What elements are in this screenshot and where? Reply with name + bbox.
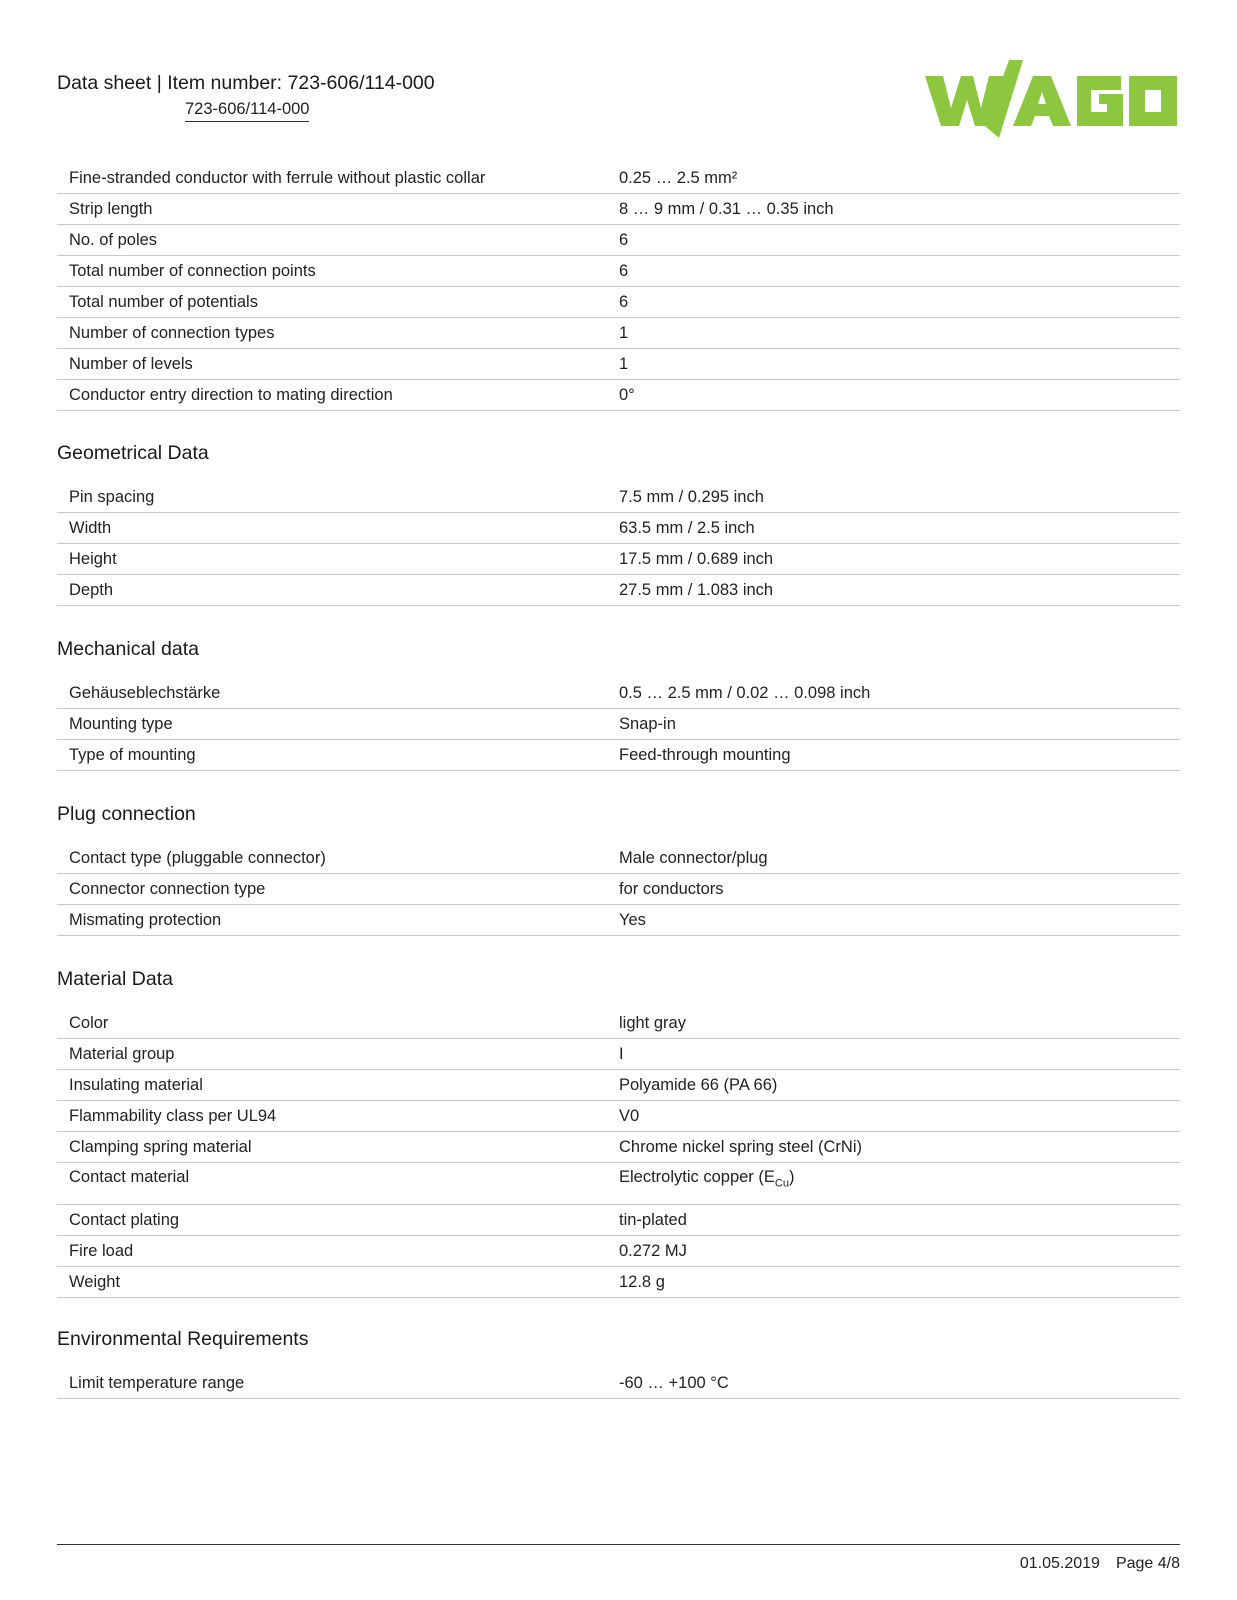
table-row — [57, 256, 1180, 287]
table-row — [57, 349, 1180, 380]
row-value: 1 — [619, 323, 629, 342]
table-row — [57, 709, 1180, 740]
table-row — [57, 482, 1180, 513]
row-value: tin-plated — [619, 1210, 687, 1229]
row-value: 7.5 mm / 0.295 inch — [619, 487, 764, 506]
row-value: 6 — [619, 292, 629, 311]
row-value: Feed-through mounting — [619, 745, 791, 764]
value-end: ) — [788, 1168, 795, 1186]
row-label: Strip length — [69, 199, 153, 218]
row-label: Total number of connection points — [69, 261, 316, 280]
table-row — [57, 225, 1180, 256]
footer-divider — [57, 1544, 1180, 1545]
row-label: Number of levels — [69, 354, 193, 373]
row-label: Pin spacing — [69, 487, 155, 506]
section-title-plug: Plug connection — [57, 803, 196, 825]
table-row — [57, 1236, 1180, 1267]
row-label: Contact plating — [69, 1210, 180, 1229]
row-value: V0 — [619, 1106, 640, 1125]
row-value: Polyamide 66 (PA 66) — [619, 1075, 778, 1094]
row-value: 27.5 mm / 1.083 inch — [619, 580, 774, 599]
row-value: Chrome nickel spring steel (CrNi) — [619, 1137, 862, 1156]
value-subscript: Cu — [774, 1177, 789, 1190]
section-title-geometrical: Geometrical Data — [57, 442, 209, 464]
row-value: Snap-in — [619, 714, 676, 733]
footer-date: 01.05.2019 — [1019, 1555, 1100, 1572]
value-main: Electrolytic copper (E — [619, 1168, 775, 1186]
item-number-link[interactable]: 723-606/114-000 — [185, 100, 309, 122]
table-row — [57, 380, 1180, 411]
section-title-material: Material Data — [57, 968, 173, 990]
mechanical-table — [57, 678, 1180, 771]
intro-table — [57, 163, 1180, 411]
row-value: 6 — [619, 230, 629, 249]
row-label: Total number of potentials — [69, 292, 258, 311]
table-row — [57, 1368, 1180, 1399]
row-value: -60 … +100 °C — [619, 1373, 729, 1392]
table-row — [57, 513, 1180, 544]
table-row — [57, 843, 1180, 874]
table-row — [57, 874, 1180, 905]
page-title: Data sheet | Item number: 723-606/114-000 — [57, 72, 435, 94]
row-label: Type of mounting — [69, 745, 196, 764]
row-label: Material group — [69, 1044, 175, 1063]
table-row — [57, 318, 1180, 349]
row-value: 63.5 mm / 2.5 inch — [619, 518, 755, 537]
section-title-mechanical: Mechanical data — [57, 638, 200, 660]
row-label: Depth — [69, 580, 114, 599]
row-label: Mounting type — [69, 714, 173, 733]
row-label: Fine-stranded conductor with ferrule without plastic collar — [69, 168, 486, 187]
table-row — [57, 1070, 1180, 1101]
footer-page: Page 4/8 — [1115, 1555, 1180, 1572]
row-value: Yes — [619, 910, 646, 929]
row-value: for conductors — [619, 879, 724, 898]
row-value: 8 … 9 mm / 0.31 … 0.35 inch — [619, 199, 834, 218]
row-label: Color — [69, 1013, 109, 1032]
row-label: Connector connection type — [69, 879, 266, 898]
plug-table — [57, 843, 1180, 936]
row-value: 12.8 g — [619, 1272, 665, 1291]
table-row — [57, 740, 1180, 771]
table-row — [57, 1205, 1180, 1236]
row-value — [619, 1168, 1180, 1189]
row-label: Conductor entry direction to mating direction — [69, 385, 393, 404]
material-table — [57, 1008, 1180, 1298]
row-value: 0° — [619, 385, 635, 404]
row-label: Weight — [69, 1272, 121, 1291]
table-row — [57, 678, 1180, 709]
row-label: Limit temperature range — [69, 1373, 245, 1392]
table-row — [57, 163, 1180, 194]
row-value: 0.25 … 2.5 mm² — [619, 168, 738, 187]
row-value: 6 — [619, 261, 629, 280]
row-value: 17.5 mm / 0.689 inch — [619, 549, 774, 568]
row-value: I — [619, 1044, 624, 1063]
row-label: Height — [69, 549, 117, 568]
table-row — [57, 1267, 1180, 1298]
row-value: 0.5 … 2.5 mm / 0.02 … 0.098 inch — [619, 683, 871, 702]
table-row — [57, 575, 1180, 606]
table-row — [57, 194, 1180, 225]
table-row — [57, 544, 1180, 575]
table-row — [57, 1163, 1180, 1205]
geometrical-table — [57, 482, 1180, 606]
wago-logo — [925, 56, 1180, 144]
row-label: Contact type (pluggable connector) — [69, 848, 326, 867]
row-label: Mismating protection — [69, 910, 222, 929]
table-row — [57, 905, 1180, 936]
row-label: No. of poles — [69, 230, 158, 249]
table-row — [57, 1132, 1180, 1163]
environmental-table — [57, 1368, 1180, 1399]
row-value: light gray — [619, 1013, 686, 1032]
row-label: Number of connection types — [69, 323, 275, 342]
row-label: Width — [69, 518, 112, 537]
row-label: Fire load — [69, 1241, 134, 1260]
row-label: Gehäuseblechstärke — [69, 683, 221, 702]
section-title-environmental: Environmental Requirements — [57, 1328, 309, 1350]
row-label: Contact material — [69, 1168, 190, 1186]
row-label: Flammability class per UL94 — [69, 1106, 277, 1125]
row-label: Clamping spring material — [69, 1137, 252, 1156]
table-row — [57, 1039, 1180, 1070]
table-row — [57, 287, 1180, 318]
footer — [1020, 1555, 1180, 1573]
row-value: 0.272 MJ — [619, 1241, 687, 1260]
row-value: 1 — [619, 354, 629, 373]
table-row — [57, 1008, 1180, 1039]
row-label: Insulating material — [69, 1075, 203, 1094]
table-row — [57, 1101, 1180, 1132]
row-value: Male connector/plug — [619, 848, 768, 867]
